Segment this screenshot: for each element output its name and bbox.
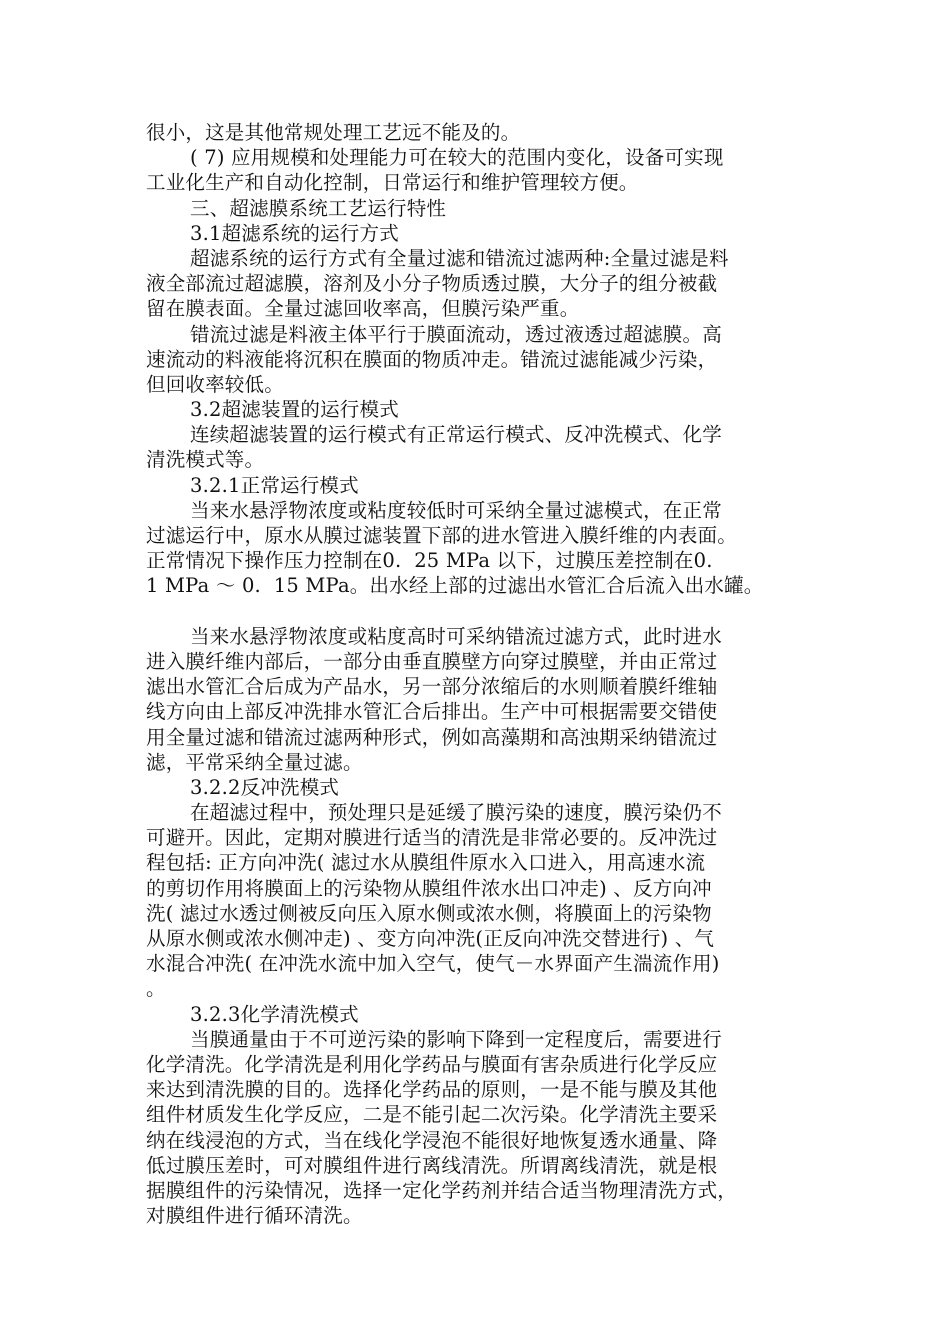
text-line: 化学清洗。化学清洗是利用化学药品与膜面有害杂质进行化学反应 (146, 1052, 718, 1076)
text-line: 纳在线浸泡的方式，当在线化学浸泡不能很好地恢复透水通量、降 (146, 1128, 718, 1152)
text-line: 清洗模式等。 (146, 448, 265, 472)
text-line: 过滤运行中，原水从膜过滤装置下部的进水管进入膜纤维的内表面。 (146, 524, 738, 547)
text-line: 正常情况下操作压力控制在0. 25 MPa 以下，过膜压差控制在0. (146, 549, 713, 573)
text-line: 用全量过滤和错流过滤两种形式，例如高藻期和高浊期采纳错流过 (146, 725, 718, 749)
text-line: 程包括: 正方向冲洗( 滤过水从膜组件原水入口进入，用高速水流 (146, 851, 706, 875)
text-line: 1 MPa ～ 0. 15 MPa。出水经上部的过滤出水管汇合后流入出水罐。 (146, 574, 764, 598)
text-line: 但回收率较低。 (146, 372, 284, 396)
text-line: 在超滤过程中，预处理只是延缓了膜污染的速度，膜污染仍不 (190, 801, 722, 825)
text-line: 超滤系统的运行方式有全量过滤和错流过滤两种:全量过滤是料 (190, 246, 729, 270)
text-line: 进入膜纤维内部后，一部分由垂直膜壁方向穿过膜壁，并由正常过 (146, 649, 718, 673)
text-line: ( 7) 应用规模和处理能力可在较大的范围内变化，设备可实现 (190, 146, 724, 170)
text-line: 速流动的料液能将沉积在膜面的物质冲走。错流过滤能减少污染， (146, 347, 718, 371)
text-line: 滤出水管汇合后成为产品水，另一部分浓缩后的水则顺着膜纤维轴 (146, 675, 718, 699)
text-line: 滤，平常采纳全量过滤。 (146, 750, 363, 774)
text-line: 错流过滤是料液主体平行于膜面流动，透过液透过超滤膜。高 (190, 322, 722, 346)
text-line: 工业化生产和自动化控制，日常运行和维护管理较方便。 (146, 171, 639, 195)
text-line: 3.2.3化学清洗模式 (190, 1002, 359, 1026)
text-line: 连续超滤装置的运行模式有正常运行模式、反冲洗模式、化学 (190, 423, 722, 447)
text-line: 。 (146, 977, 166, 1001)
text-line: 对膜组件进行循环清洗。 (146, 1204, 363, 1228)
blank-line (146, 599, 826, 624)
text-line: 当来水悬浮物浓度或粘度高时可采纳错流过滤方式，此时进水 (190, 624, 722, 648)
text-line: 洗( 滤过水透过侧被反向压入原水侧或浓水侧，将膜面上的污染物 (146, 901, 712, 925)
text-line: 可避开。因此，定期对膜进行适当的清洗是非常必要的。反冲洗过 (146, 826, 718, 850)
text-line: 线方向由上部反冲洗排水管汇合后排出。生产中可根据需要交错使 (146, 700, 718, 724)
text-line: 留在膜表面。全量过滤回收率高，但膜污染严重。 (146, 297, 580, 321)
text-line: 当来水悬浮物浓度或粘度较低时可采纳全量过滤模式，在正常 (190, 498, 722, 522)
text-line: 水混合冲洗( 在冲洗水流中加入空气，使气－水界面产生湍流作用) (146, 952, 720, 976)
text-line: 液全部流过超滤膜，溶剂及小分子物质透过膜，大分子的组分被截 (146, 272, 718, 296)
document-page (146, 120, 826, 1228)
text-line: 来达到清洗膜的目的。选择化学药品的原则，一是不能与膜及其他 (146, 1078, 718, 1102)
text-line: 3.1超滤系统的运行方式 (190, 221, 399, 245)
text-line: 低过膜压差时，可对膜组件进行离线清洗。所谓离线清洗，就是根 (146, 1153, 718, 1177)
text-line: 从原水侧或浓水侧冲走) 、变方向冲洗(正反向冲洗交替进行) 、气 (146, 927, 715, 950)
text-line: 很小，这是其他常规处理工艺远不能及的。 (146, 121, 521, 144)
text-line: 据膜组件的污染情况，选择一定化学药剂并结合适当物理清洗方式， (146, 1178, 738, 1202)
text-line: 组件材质发生化学反应，二是不能引起二次污染。化学清洗主要采 (146, 1103, 718, 1127)
text-line: 三、超滤膜系统工艺运行特性 (190, 196, 447, 220)
text-line: 当膜通量由于不可逆污染的影响下降到一定程度后，需要进行 (190, 1027, 722, 1051)
text-line: 的剪切作用将膜面上的污染物从膜组件浓水出口冲走) 、反方向冲 (146, 876, 712, 900)
text-line: 3.2.1正常运行模式 (190, 473, 359, 497)
text-line: 3.2超滤装置的运行模式 (190, 398, 399, 422)
text-line: 3.2.2反冲洗模式 (190, 775, 340, 799)
